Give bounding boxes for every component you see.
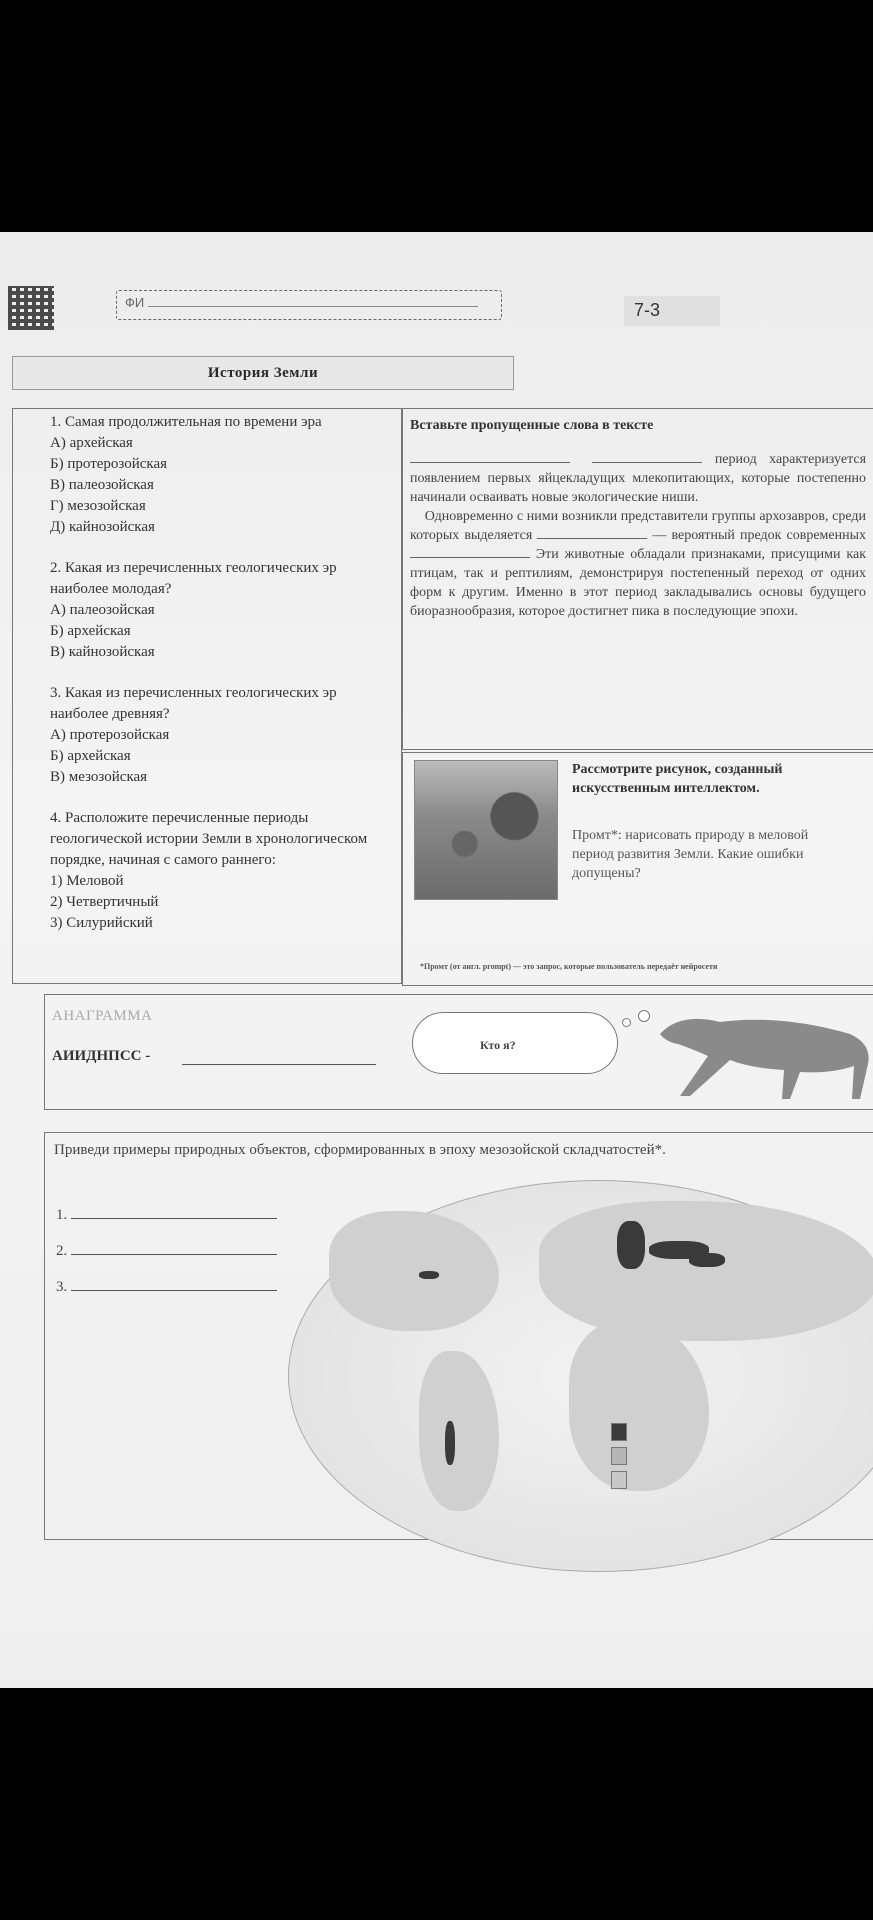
question-text: 1. Самая продолжительная по времени эра — [50, 414, 322, 430]
answer-number: 1. — [56, 1207, 68, 1223]
answer-number: 3. — [56, 1279, 68, 1295]
fill-in-p2-end: Эти животные обладали признаками, присущими как птицам, так и рептилиям, демонстрируя постепенный переход от одних форм к другим. Именно в этот период закладывались основы будущего биоразнообразия, которое достигнет пика в последующие эпохи. — [410, 547, 866, 619]
question-text: 3. Какая из перечисленных геологических эр наиболее древняя? — [50, 685, 337, 722]
answer-line-3[interactable] — [56, 1278, 277, 1296]
answer-option[interactable]: Б) протерозойская — [50, 456, 168, 472]
name-field-label: ФИ — [125, 295, 145, 310]
grade-label: 7-3 — [624, 296, 720, 326]
prehistoric-animal-icon — [650, 1004, 873, 1104]
question-2 — [50, 558, 380, 663]
answer-option: 3) Силурийский — [50, 915, 153, 931]
fill-in-p1: период характеризуется появлением первых яйцекладущих млекопитающих, которые постепенно начинали осваивать новые экологические ниши. — [410, 452, 867, 505]
question-4 — [50, 808, 380, 934]
thought-bubble-dot — [638, 1010, 650, 1022]
fill-in-heading: Вставьте пропущенные слова в тексте — [410, 418, 654, 433]
blank-field[interactable] — [410, 450, 570, 463]
ai-task-heading: Рассмотрите рисунок, созданный искусственным интеллектом. — [572, 762, 783, 796]
answer-option: 1) Меловой — [50, 873, 124, 889]
answer-option[interactable]: А) протерозойская — [50, 727, 170, 743]
answer-number: 2. — [56, 1243, 68, 1259]
africa-land — [569, 1321, 709, 1491]
answer-option[interactable]: Б) архейская — [50, 748, 131, 764]
page-title: История Земли — [12, 356, 514, 390]
answer-line-1[interactable] — [56, 1206, 277, 1224]
anagram-answer-line[interactable] — [182, 1064, 376, 1065]
mesozoic-folding-area — [689, 1253, 725, 1267]
fill-in-p2-mid: — вероятный предок современных — [652, 528, 867, 543]
ai-generated-dinosaur-image — [414, 760, 558, 900]
questions-list — [50, 412, 380, 934]
worksheet-page — [0, 232, 873, 1688]
blank-field[interactable] — [592, 450, 702, 463]
question-text: 4. Расположите перечисленные периоды геологической истории Земли в хронологическом порядке, начиная с самого раннего: — [50, 810, 368, 868]
ai-task-prompt: Промт*: нарисовать природу в меловой период развития Земли. Какие ошибки допущены? — [572, 828, 809, 881]
answer-option[interactable]: Г) мезозойская — [50, 498, 146, 514]
legend-swatch-light — [611, 1471, 627, 1489]
eurasia-land — [539, 1201, 873, 1341]
answer-option[interactable]: Б) архейская — [50, 623, 131, 639]
mesozoic-folding-area — [445, 1421, 455, 1465]
answer-line-2[interactable] — [56, 1242, 277, 1260]
blank-field[interactable] — [410, 545, 530, 558]
question-3 — [50, 683, 380, 788]
name-field[interactable] — [116, 290, 502, 320]
question-1 — [50, 412, 380, 538]
name-field-line — [148, 296, 478, 307]
fill-in-p2-start: Одновременно с ними возникли представители группы архозавров, среди которых выделяется — [410, 509, 867, 543]
qr-code-icon — [8, 286, 54, 330]
answer-option[interactable]: В) мезозойская — [50, 769, 148, 785]
north-america-land — [329, 1211, 499, 1331]
answer-option[interactable]: А) палеозойская — [50, 602, 155, 618]
mesozoic-folding-area — [617, 1221, 645, 1269]
mesozoic-folding-area — [419, 1271, 439, 1279]
answer-option[interactable]: Д) кайнозойская — [50, 519, 155, 535]
anagram-word: АИИДНПСС - — [52, 1048, 151, 1064]
south-america-land — [419, 1351, 499, 1511]
legend-swatch-mid — [611, 1447, 627, 1465]
ai-task-footnote: *Промт (от англ. prompt) — это запрос, которые пользователь передаёт нейросети — [420, 962, 718, 971]
question-text: 2. Какая из перечисленных геологических эр наиболее молодая? — [50, 560, 337, 597]
anagram-heading: АНАГРАММА — [52, 1008, 153, 1024]
cloud-text: Кто я? — [480, 1038, 516, 1052]
thought-bubble-dot — [622, 1018, 631, 1027]
answer-option[interactable]: А) архейская — [50, 435, 133, 451]
fill-in-text — [410, 450, 866, 621]
blank-field[interactable] — [537, 526, 647, 539]
answer-option[interactable]: В) палеозойская — [50, 477, 154, 493]
answer-option[interactable]: В) кайнозойская — [50, 644, 155, 660]
map-task-question: Приведи примеры природных объектов, сформированных в эпоху мезозойской складчатостей*. — [54, 1142, 666, 1158]
answer-option: 2) Четвертичный — [50, 894, 159, 910]
legend-swatch-dark — [611, 1423, 627, 1441]
